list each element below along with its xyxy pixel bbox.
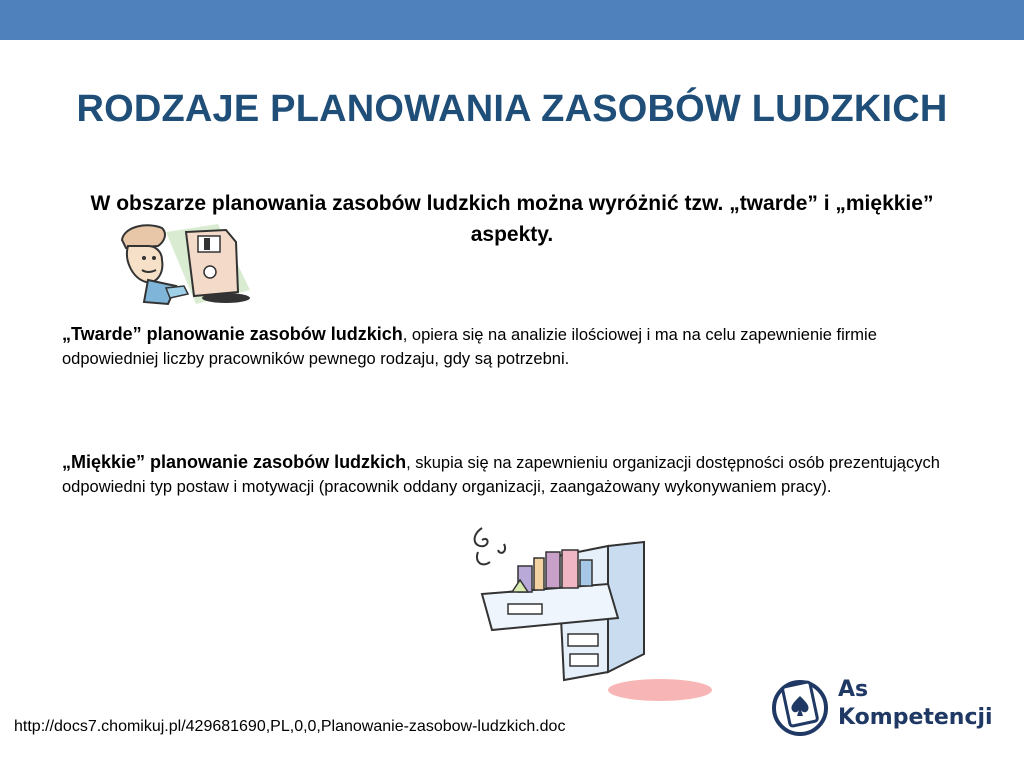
soft-planning-body: , skupia się na zapewnieniu organizacji dostępności osób prezentujących odpowiedni typ postaw i motywacji (pracownik oddany organizacji, zaangażowany wykonywaniem pracy). [62, 454, 940, 496]
top-accent-bar [0, 0, 1024, 40]
intro-text: W obszarze planowania zasobów ludzkich można wyróżnić tzw. „twarde” i „miękkie” aspekty. [90, 192, 934, 246]
soft-planning-paragraph [62, 450, 962, 499]
slide-title: RODZAJE PLANOWANIA ZASOBÓW LUDZKICH [76, 88, 948, 130]
hard-planning-body: , opiera się na analizie ilościowej i ma na celu zapewnienie firmie odpowiedniej liczby pracowników pewnego rodzaju, gdy są potrzebni. [62, 326, 877, 368]
source-url[interactable]: http://docs7.chomikuj.pl/429681690,PL,0,0,Planowanie-zasobow-ludzkich.doc [14, 718, 566, 735]
logo-text [838, 676, 993, 732]
hard-planning-lead: „Twarde” planowanie zasobów ludzkich [62, 324, 403, 344]
hard-planning-paragraph [62, 322, 962, 371]
person-with-floppy-disk-clipart [118, 220, 253, 308]
as-kompetencji-logo [768, 674, 1008, 744]
logo-line-1: As [838, 677, 869, 702]
spade-card-icon [768, 674, 832, 738]
logo-line-2: Kompetencji [838, 705, 993, 730]
soft-planning-lead: „Miękkie” planowanie zasobów ludzkich [62, 452, 407, 472]
filing-cabinet-clipart [468, 522, 718, 708]
